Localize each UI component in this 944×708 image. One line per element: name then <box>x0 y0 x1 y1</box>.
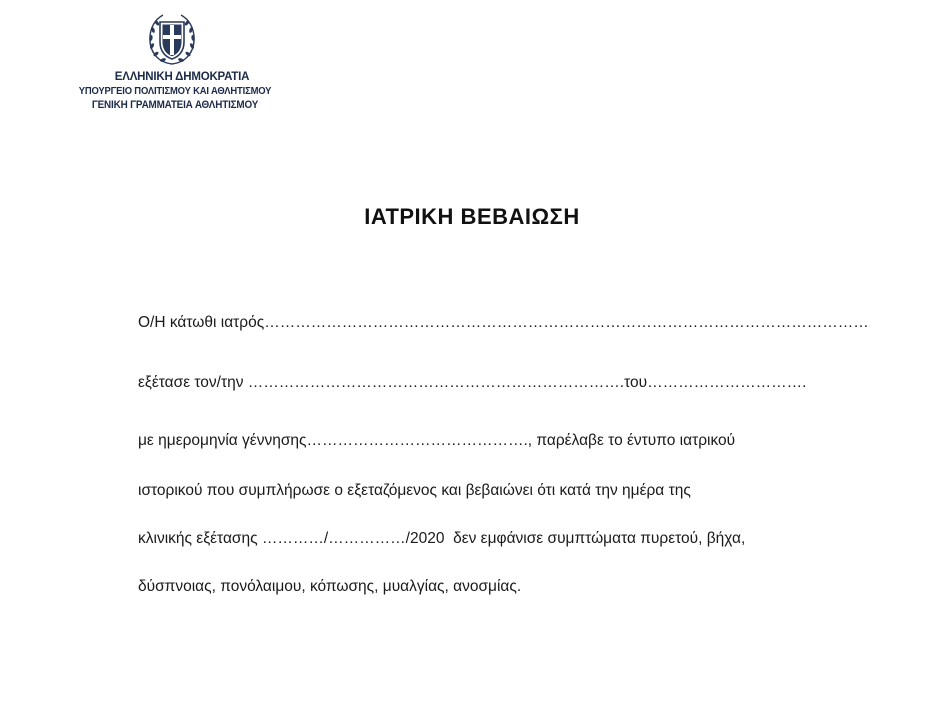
letterhead <box>40 8 310 134</box>
greek-coat-of-arms-icon <box>146 12 198 68</box>
page-title: ΙΑΤΡΙΚΗ ΒΕΒΑΙΩΣΗ <box>364 204 580 229</box>
history-line: ιστορικού που συμπλήρωσε ο εξεταζόμενος και βεβαιώνει ότι κατά την ημέρα της <box>138 482 691 499</box>
birthdate-line: με ημερομηνία γέννησης……………………………………., παρέλαβε το έντυπο ιατρικού <box>138 432 736 449</box>
secretariat-name: ΓΕΝΙΚΗ ΓΡΑΜΜΑΤΕΙΑ ΑΘΛΗΤΙΣΜΟΥ <box>91 99 259 111</box>
exam-date-line: κλινικής εξέτασης …………/……………/2020 δεν εμφάνισε συμπτώματα πυρετού, βήχα, <box>138 530 746 547</box>
organization-name <box>40 70 310 112</box>
patient-line: εξέτασε τον/την ……………………………………………………………….του…………………………. <box>138 374 807 391</box>
symptoms-line: δύσπνοιας, πονόλαιμου, κόπωσης, μυαλγίας, ανοσμίας. <box>138 578 522 595</box>
ministry-name: ΥΠΟΥΡΓΕΙΟ ΠΟΛΙΤΙΣΜΟΥ ΚΑΙ ΑΘΛΗΤΙΣΜΟΥ <box>78 85 272 97</box>
republic-name: ΕΛΛΗΝΙΚΗ ΔΗΜΟΚΡΑΤΙΑ <box>114 71 250 83</box>
doctor-line: Ο/Η κάτωθι ιατρός……………………………………………………………………………………………………… <box>138 314 869 331</box>
